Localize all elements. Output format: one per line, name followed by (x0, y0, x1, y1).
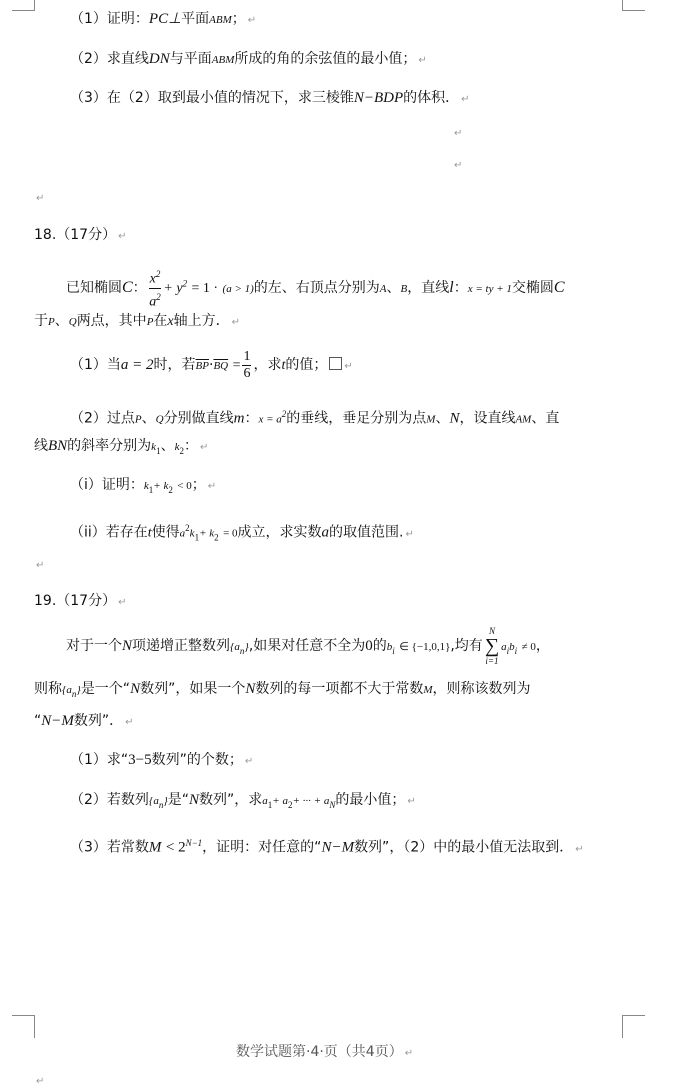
paragraph-mark: ↵ (344, 361, 353, 372)
q19-sum-bot: i=1 (485, 656, 499, 666)
q19-line3 (34, 712, 134, 732)
crop-mark-top-right (622, 0, 645, 11)
q19-l1-end: ， (535, 638, 550, 654)
q19-l2-N2: N (245, 681, 256, 697)
q18-part2-eq: x = a (258, 413, 282, 426)
q18-part2ii-t: t (147, 525, 152, 541)
q19-l1-b: b (386, 641, 393, 653)
q18-part2-set: ，设直线 (459, 410, 516, 427)
q19-part3-mid: ，证明：对任意的“ (202, 839, 322, 856)
q18-header-text: 18.（17分） (34, 227, 117, 243)
paragraph-mark: ↵ (407, 796, 416, 807)
paragraph-mark: ↵ (36, 193, 45, 204)
q19-l2-pre: 则称 (34, 681, 62, 697)
q19-part1-end: 数列”的个数； (151, 752, 243, 768)
q19-part2-set: {a (148, 795, 159, 807)
paragraph-mark: ↵ (125, 717, 134, 728)
q19-part2-end: 的最小值； (335, 792, 406, 808)
q18-part2-sep3: 、直 (531, 410, 560, 427)
q18-part2b-sep: 、 (160, 438, 175, 454)
q19-l1-mid: 项递增正整数列 (132, 638, 231, 654)
q18-part2i-plus: + k (153, 480, 169, 492)
q17-part1-text: 平面 (181, 11, 210, 27)
paragraph-mark: ↵ (404, 1048, 414, 1059)
q19-l2-N: N (130, 681, 141, 697)
q18-stem-rest: + y (163, 281, 183, 297)
q19-l2-setend: } (76, 684, 81, 696)
q18-part2ii-post: 成立，求实数 (237, 524, 322, 541)
q18-part1-fraction (242, 349, 251, 382)
q18-part1-den: 6 (243, 365, 251, 381)
paragraph-mark: ↵ (199, 442, 209, 453)
paragraph-mark: ↵ (247, 15, 257, 26)
q18-part2-mid: 分别做直线 (163, 410, 234, 427)
page-footer (236, 1043, 413, 1063)
placeholder-box (329, 357, 342, 370)
q19-part3-lt: < 2 (165, 839, 186, 856)
q18-part2-pre: （2）过点 (70, 410, 135, 427)
paragraph-mark: ↵ (454, 160, 463, 171)
q18-part1-t: t (281, 358, 286, 373)
q19-sum-top: N (488, 626, 495, 636)
q18-part2b-mid: 的斜率分别为 (67, 438, 152, 454)
q18-stem2-P2: P (146, 316, 154, 328)
q18-part1-end: 的值； (285, 357, 328, 373)
paragraph-mark: ↵ (231, 317, 241, 328)
q19-part2-pre: （2）若数列 (70, 792, 149, 808)
q18-stem-pre: 已知椭圆 (66, 280, 122, 297)
q17-part1-end: ； (231, 11, 246, 27)
q19-part1-math: 3−5 (128, 752, 152, 768)
q19-l1-all: ,均有 (450, 638, 483, 654)
q18-part2b-pre: 线 (34, 438, 48, 454)
q19-l1-N: N (122, 638, 133, 654)
q19-part3 (70, 834, 584, 859)
q19-l2-post: 数列的每一项都不大于常数 (255, 681, 424, 697)
q18-stem-colon2: ： (453, 280, 468, 297)
q18-part2i-lt: < 0 (177, 480, 192, 492)
q18-part2b-k2: k (174, 441, 180, 453)
q19-part3-M: M (148, 839, 162, 856)
q18-stem-eq: = 1 · (191, 281, 219, 297)
q19-part2-N: N (189, 792, 200, 808)
q19-part3-exp: N−1 (185, 838, 203, 848)
q19-l3-NM: N−M (41, 713, 74, 729)
q18-frac-den: a (149, 294, 157, 310)
crop-mark-bottom-left (12, 1015, 35, 1038)
q19-l1-de: 的 (372, 638, 387, 654)
q18-stem-line1: 已知椭圆C： $\frac{x^2}{a^2}$ + $y^2 = 1 \cdot (a > 1)$的左、右顶点分别为A、B，直线l：x = ty + 1交椭圆C (66, 266, 565, 310)
q18-part2i-label: （i）证明： (70, 477, 144, 493)
q18-part2ii-a2: a (321, 524, 330, 541)
q18-part1-num: 1 (243, 348, 251, 364)
q19-l1-post: ,如果对任意不全为 (248, 638, 366, 654)
paragraph-mark: ↵ (461, 94, 470, 105)
q19-header (34, 592, 126, 612)
q19-l1-b2: b (509, 641, 515, 653)
q18-stem-A: A (379, 283, 387, 296)
q18-stem2-end: 轴上方． (173, 313, 230, 329)
q18-stem-C: C (122, 279, 133, 297)
q18-stem-C2: C (553, 279, 565, 297)
crop-mark-bottom-right (622, 1015, 645, 1038)
q18-stem-mid: 的左、右顶点分别为 (253, 280, 380, 297)
q17-part1-math: PC⊥ (148, 11, 182, 27)
q18-part1-eq: = (232, 358, 241, 373)
q18-ellipse-fraction: $\frac{x^2}{a^2}$ (149, 266, 162, 310)
q19-l1-set: {a (230, 641, 240, 653)
q19-part2: （2）若数列$\{a_n\}$是“N数列”，求$a_1+ a_2+$ ··· + $a_N$的最小值； ↵ (70, 792, 416, 810)
paragraph-mark: ↵ (418, 55, 427, 66)
q17-part3-label: （3）在（2）取到最小值的情况下，求三棱锥 (70, 90, 354, 106)
q18-stem-line-post: 交椭圆 (511, 280, 554, 297)
q18-part1-post: ，求 (253, 357, 282, 373)
q19-part2-sum-a2: + a (272, 795, 288, 807)
paragraph-mark: ↵ (36, 560, 45, 571)
q17-part1-label: （1）证明： (70, 11, 149, 27)
q18-part2ii-eq: = 0 (223, 527, 238, 540)
q18-part1-vector-BP: $\overline{BP}$ (195, 360, 209, 372)
paragraph-mark: ↵ (405, 528, 414, 540)
paragraph-mark: ↵ (36, 1076, 45, 1087)
q18-part2-AM: AM (515, 413, 532, 426)
q18-stem-line-eq: x = ty + 1 (467, 283, 512, 296)
q18-stem-line-pre: ，直线 (407, 280, 450, 297)
q19-part1-pre: （1）求“ (70, 752, 129, 768)
q18-part2ii-plus: + k (199, 527, 215, 540)
q18-stem2-sep: 、 (54, 313, 69, 329)
q18-part2ii-k1: k (189, 527, 195, 540)
page-footer-text: 数学试题第·4·页（共4页） (236, 1044, 403, 1060)
q18-part2-colon: ： (244, 410, 259, 427)
q17-part2 (70, 50, 427, 70)
q19-l2-q: 数列”，如果一个 (140, 681, 246, 697)
q17-part2-label: （2）求直线 (70, 51, 149, 67)
q19-l2-end: ，则称该数列为 (432, 681, 531, 697)
q18-part1-dot: · (209, 357, 214, 373)
q17-part2-line: DN (148, 51, 170, 67)
q19-sum-symbol (485, 626, 499, 666)
q17-part1 (70, 10, 256, 30)
q19-l2-M: M (423, 684, 433, 696)
q18-part2-P: P (134, 413, 142, 426)
q18-part2-sep: 、 (141, 410, 156, 427)
q17-part3-math: N−BDP (353, 90, 404, 106)
q19-l1-neq: ≠ 0 (521, 641, 536, 653)
q19-part3-pre: （3）若常数 (70, 839, 149, 856)
q18-stem-l: l (449, 279, 454, 297)
q18-stem-colon: ： (132, 280, 147, 297)
q19-l1-zero: 0 (365, 638, 373, 654)
q18-part2-ii: （ii）若存在t使得$a^2k_1+ k_2 = 0$成立，求实数a的取值范围. ↵ (70, 523, 414, 543)
q18-part1-mid: 时，若 (153, 357, 196, 373)
q18-stem2-Q: Q (68, 316, 77, 328)
q19-part3-NM: N−M (321, 839, 355, 856)
crop-mark-top-left (12, 0, 35, 11)
q19-l3-end: 数列”． (73, 713, 124, 729)
q19-header-text: 19.（17分） (34, 593, 117, 609)
paragraph-mark: ↵ (575, 843, 584, 855)
q18-part1-vector-BQ: $\overline{BQ}$ (213, 360, 229, 372)
q18-stem2-pre: 于 (34, 313, 48, 329)
q19-part2-sum-a1: a (262, 795, 268, 807)
q18-stem-cond: (a > 1) (222, 283, 254, 296)
q19-l2-set: {a (62, 684, 72, 696)
q17-part2-text1: 与平面 (169, 51, 212, 67)
q18-part2ii-a: a (179, 527, 186, 540)
q19-part3-end: 数列”，（2）中的最小值无法取到． (354, 839, 574, 856)
q18-part2ii-end: 的取值范围. (329, 524, 404, 541)
q19-l1-a: a (501, 641, 507, 653)
q18-part2-post: 的垂线，垂足分别为点 (286, 410, 427, 427)
paragraph-mark: ↵ (118, 597, 127, 608)
q18-part2b-k1: k (151, 441, 157, 453)
q18-part1 (70, 348, 353, 384)
q18-part2-sep2: 、 (435, 410, 450, 427)
q18-part2-N: N (449, 410, 460, 427)
q18-part2ii-pre: （ii）若存在 (70, 524, 148, 541)
q19-l3-pre: “ (34, 713, 42, 729)
q18-stem2-mid: 两点，其中 (76, 313, 147, 329)
q18-part2b-end: ： (183, 438, 198, 454)
q19-line2: 则称$\{a_n\}$是一个“N数列”，如果一个N数列的每一项都不大于常数M，则称该数列为 (34, 681, 531, 699)
q19-part2-sum-an: + ··· + a (292, 795, 330, 807)
q17-part3-end: 的体积． (403, 90, 460, 106)
q19-line1: 对于一个N项递增正整数列$\{a_n\}$,如果对任意不全为0的$b_i$ ∈ {−1,0,1},均有 N ∑ i=1 $a_ib_i \ne 0$， (66, 626, 550, 666)
q18-part2-line2: 线BN的斜率分别为$k_1$、$k_2$： ↵ (34, 438, 209, 456)
q18-stem2-x: x (167, 314, 174, 329)
paragraph-mark: ↵ (454, 128, 463, 139)
q18-stem-line2 (34, 312, 240, 332)
q19-l1-setend: } (244, 641, 249, 653)
q18-part2-line1: （2）过点P、Q分别做直线m：$x = a^2$的垂线，垂足分别为点M、N，设直线AM、直 (70, 409, 560, 427)
q18-part2i-k1: k (143, 480, 149, 492)
q18-stem-B: B (400, 283, 408, 296)
q18-part2ii-mid: 使得 (151, 524, 180, 541)
q18-part2-i: （i）证明：$k_1+ k_2 < 0$； ↵ (70, 477, 217, 495)
q18-part2-m: m (233, 410, 245, 427)
q18-part2b-BN: BN (48, 438, 68, 454)
q19-part2-q: 数列”，求 (199, 792, 263, 808)
q17-part1-plane: ABM (209, 14, 232, 26)
q18-stem2-in: 在 (153, 313, 168, 329)
q17-part2-plane: ABM (211, 54, 235, 66)
q19-sum-sigma: ∑ (484, 635, 500, 657)
q18-stem-sep: 、 (386, 280, 401, 297)
q19-part2-mid: 是“ (167, 792, 189, 808)
q19-part2-setend: } (163, 795, 168, 807)
q18-part2-M: M (426, 413, 436, 426)
q18-part1-cond: a = 2 (120, 357, 154, 373)
paragraph-mark: ↵ (207, 481, 217, 492)
q19-l1-pre: 对于一个 (66, 638, 122, 654)
q19-part1 (70, 751, 253, 771)
q18-frac-num: x (149, 271, 156, 287)
q17-part3 (70, 89, 470, 109)
q18-part1-pre: （1）当 (70, 357, 121, 373)
q18-part2-Q: Q (155, 413, 164, 426)
paragraph-mark: ↵ (244, 756, 254, 767)
q19-l2-mid: 是一个“ (80, 681, 131, 697)
q19-l1-in: ∈ {−1,0,1} (399, 641, 451, 653)
q18-header (34, 226, 126, 246)
q18-stem2-P: P (48, 316, 55, 328)
paragraph-mark: ↵ (118, 231, 127, 242)
q18-part2i-end: ； (191, 477, 206, 493)
q17-part2-text2: 所成的角的余弦值的最小值； (234, 51, 417, 67)
